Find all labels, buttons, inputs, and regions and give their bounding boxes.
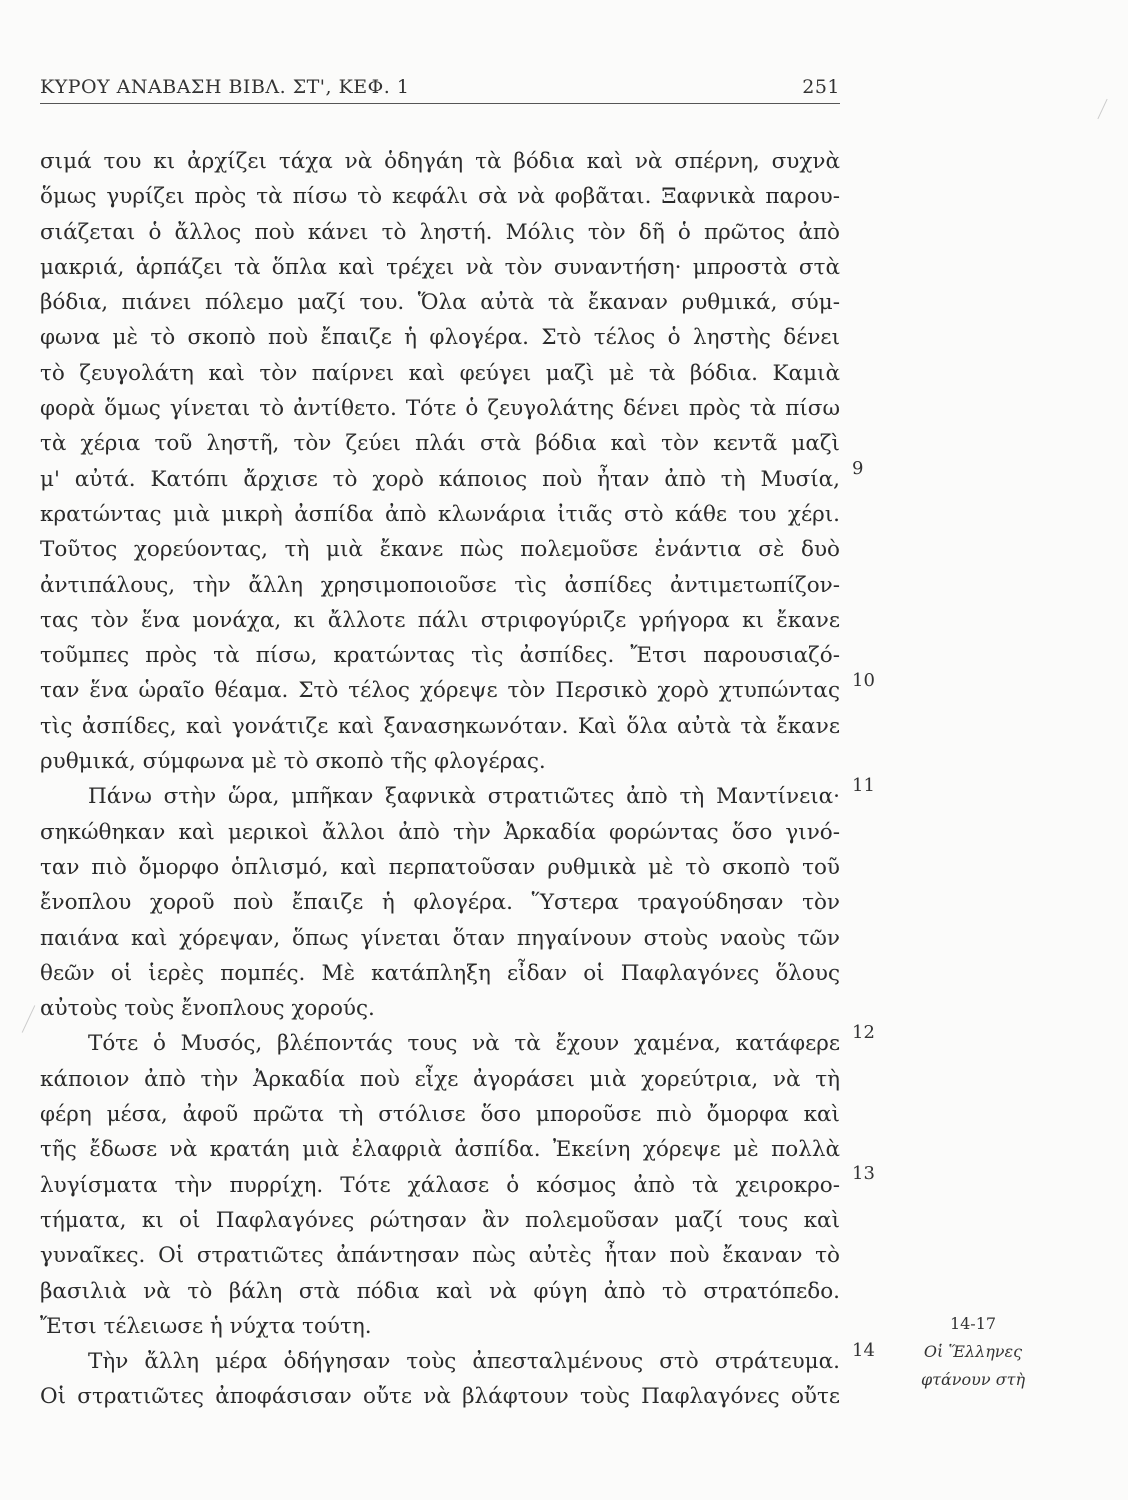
text-line: ἀντιπάλους, τὴν ἄλλη χρησιμοποιοῦσε τὶς ἀσπίδες ἀντιμετωπίζον- (40, 572, 840, 598)
text-line: τὰ χέρια τοῦ ληστῆ, τὸν ζεύει πλάι στὰ βόδια καὶ τὸν κεντᾶ μαζὶ (40, 431, 840, 457)
text-line: ἔνοπλου χοροῦ ποὺ ἔπαιζε ἡ φλογέρα. Ὕστερα τραγούδησαν τὸν (40, 890, 840, 916)
text-line: λυγίσματα τὴν πυρρίχη. Τότε χάλασε ὁ κόσμος ἀπὸ τὰ χειροκρο- (40, 1172, 840, 1198)
text-line: σιμά του κι ἀρχίζει τάχα νὰ ὁδηγάη τὰ βόδια καὶ νὰ σπέρνη, συχνὰ (40, 149, 840, 174)
page-number: 251 (802, 76, 840, 98)
text-line: παιάνα καὶ χόρεψαν, ὅπως γίνεται ὅταν πηγαίνουν στοὺς ναοὺς τῶν (40, 925, 840, 951)
text-line: αὐτοὺς τοὺς ἔνοπλους χορούς. (40, 996, 375, 1022)
text-line: γυναῖκες. Οἱ στρατιῶτες ἀπάντησαν πὼς αὐτὲς ἦταν ποὺ ἔκαναν τὸ (40, 1243, 840, 1269)
text-line: τας τὸν ἕνα μονάχα, κι ἄλλοτε πάλι στριφογύριζε γρήγορα κι ἔκανε (40, 607, 840, 633)
text-line: ὅμως γυρίζει πρὸς τὰ πίσω τὸ κεφάλι σὰ νὰ φοβᾶται. Ξαφνικὰ παρου- (40, 184, 840, 210)
text-line: τῆς ἔδωσε νὰ κρατάη μιὰ ἐλαφριὰ ἀσπίδα. Ἐκείνη χόρεψε μὲ πολλὰ (40, 1137, 840, 1163)
show-through-mark (22, 1005, 36, 1033)
section-number: 10 (852, 670, 875, 691)
running-title: ΚΥΡΟΥ ΑΝΑΒΑΣΗ ΒΙΒΛ. ΣΤ', ΚΕΦ. 1 (40, 76, 410, 98)
text-line: ρυθμικά, σύμφωνα μὲ τὸ σκοπὸ τῆς φλογέρας. (40, 749, 546, 775)
text-line: σιάζεται ὁ ἄλλος ποὺ κάνει τὸ ληστή. Μόλις τὸν δῆ ὁ πρῶτος ἀπὸ (40, 219, 840, 245)
text-line: Τοῦτος χορεύοντας, τὴ μιὰ ἔκανε πὼς πολεμοῦσε ἐνάντια σὲ δυὸ (40, 537, 840, 563)
text-line: τοῦμπες πρὸς τὰ πίσω, κρατώντας τὶς ἀσπίδες. Ἔτσι παρουσιαζό- (40, 643, 840, 669)
text-line: φορὰ ὅμως γίνεται τὸ ἀντίθετο. Τότε ὁ ζευγολάτης δένει πρὸς τὰ πίσω (40, 396, 840, 422)
show-through-mark (1097, 99, 1107, 119)
text-line: Οἱ στρατιῶτες ἀποφάσισαν οὔτε νὰ βλάφτουν τοὺς Παφλαγόνες οὔτε (40, 1384, 840, 1410)
section-number: 12 (852, 1022, 875, 1043)
main-text (40, 144, 840, 1415)
text-line: μακριά, ἁρπάζει τὰ ὅπλα καὶ τρέχει νὰ τὸν συναντήση· μπροστὰ στὰ (40, 254, 840, 280)
text-line: τήματα, κι οἱ Παφλαγόνες ρώτησαν ἂν πολεμοῦσαν μαζί τους καὶ (40, 1207, 840, 1233)
margin-note-range: 14-17 (949, 1314, 997, 1333)
text-line: μ' αὐτά. Κατόπι ἄρχισε τὸ χορὸ κάποιος ποὺ ἦταν ἀπὸ τὴ Μυσία, (40, 466, 840, 492)
text-line: βόδια, πιάνει πόλεμο μαζί του. Ὅλα αὐτὰ τὰ ἔκαναν ρυθμικά, σύμ- (40, 290, 840, 316)
text-line: θεῶν οἱ ἱερὲς πομπές. Μὲ κατάπληξη εἶδαν οἱ Παφλαγόνες ὅλους (40, 960, 840, 986)
section-number: 11 (852, 775, 875, 796)
section-number: 14 (852, 1340, 875, 1361)
text-line: τὶς ἀσπίδες, καὶ γονάτιζε καὶ ξανασηκωνόταν. Καὶ ὅλα αὐτὰ τὰ ἔκανε (40, 713, 840, 739)
text-line: κρατώντας μιὰ μικρὴ ἀσπίδα ἀπὸ κλωνάρια ἰτιᾶς στὸ κάθε του χέρι. (40, 501, 840, 527)
margin-note (898, 1310, 1048, 1394)
section-number: 13 (852, 1163, 875, 1184)
text-line: Τότε ὁ Μυσός, βλέποντάς τους νὰ τὰ ἔχουν χαμένα, κατάφερε (88, 1031, 840, 1057)
running-header (40, 76, 840, 104)
text-line: Πάνω στὴν ὥρα, μπῆκαν ξαφνικὰ στρατιῶτες ἀπὸ τὴ Μαντίνεια· (88, 784, 840, 810)
text-line: σηκώθηκαν καὶ μερικοὶ ἄλλοι ἀπὸ τὴν Ἀρκαδία φορώντας ὅσο γινό- (40, 819, 840, 845)
text-line: Τὴν ἄλλη μέρα ὁδήγησαν τοὺς ἀπεσταλμένους στὸ στράτευμα. (88, 1349, 840, 1375)
text-line: φέρη μέσα, ἀφοῦ πρῶτα τὴ στόλισε ὅσο μποροῦσε πιὸ ὄμορφα καὶ (40, 1102, 840, 1128)
header-rule (40, 103, 840, 104)
section-number: 9 (852, 458, 864, 479)
text-line: κάποιον ἀπὸ τὴν Ἀρκαδία ποὺ εἶχε ἀγοράσει μιὰ χορεύτρια, νὰ τὴ (40, 1066, 840, 1092)
text-line: ταν πιὸ ὄμορφο ὁπλισμό, καὶ περπατοῦσαν ρυθμικὰ μὲ τὸ σκοπὸ τοῦ (40, 854, 840, 880)
margin-note-line: Οἱ Ἕλληνες (923, 1342, 1023, 1361)
text-line: Ἔτσι τέλειωσε ἡ νύχτα τούτη. (40, 1313, 372, 1339)
margin-note-line: φτάνουν στὴ (920, 1370, 1026, 1389)
text-line: βασιλιὰ νὰ τὸ βάλη στὰ πόδια καὶ νὰ φύγη ἀπὸ τὸ στρατόπεδο. (40, 1278, 840, 1304)
text-line: φωνα μὲ τὸ σκοπὸ ποὺ ἔπαιζε ἡ φλογέρα. Στὸ τέλος ὁ ληστὴς δένει (40, 325, 840, 351)
text-line: ταν ἕνα ὡραῖο θέαμα. Στὸ τέλος χόρεψε τὸν Περσικὸ χορὸ χτυπώντας (40, 678, 840, 704)
text-line: τὸ ζευγολάτη καὶ τὸν παίρνει καὶ φεύγει μαζὶ μὲ τὰ βόδια. Καμιὰ (40, 360, 840, 386)
